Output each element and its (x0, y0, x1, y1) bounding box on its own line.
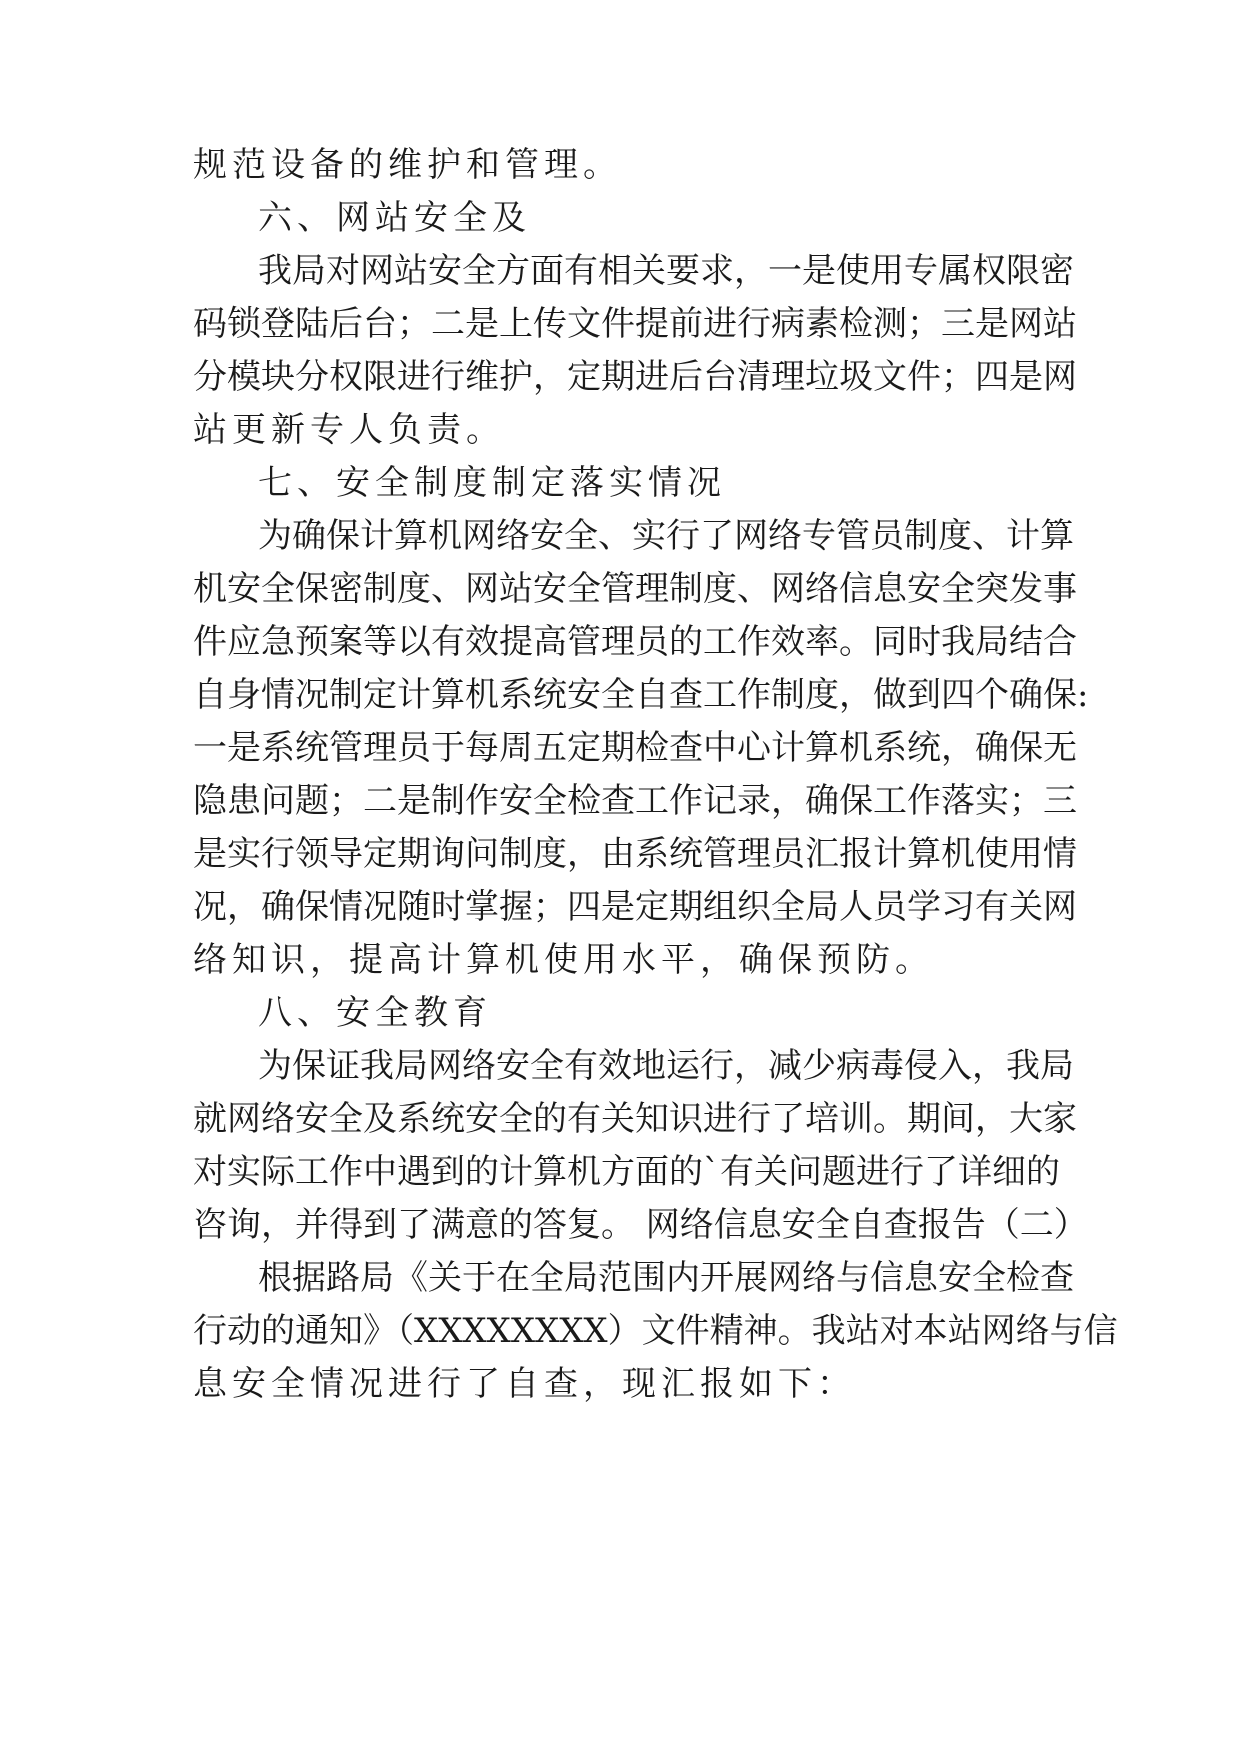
section-heading-6: 六、网站安全及 (258, 198, 531, 238)
section-heading-7: 七、安全制度制定落实情况 (258, 463, 726, 503)
text-line: 息安全情况进行了自查，现汇报如下： (193, 1364, 856, 1404)
text-line: 络知识，提高计算机使用水平，确保预防。 (193, 940, 934, 980)
text-line: 为保证我局网络安全有效地运行，减少病毒侵入，我局 (258, 1046, 1074, 1086)
text-line: 码锁登陆后台；二是上传文件提前进行病素检测；三是网站 (193, 304, 1077, 344)
text-line: 咨询，并得到了满意的答复。 网络信息安全自查报告（二） (193, 1205, 1088, 1245)
text-line: 隐患问题；二是制作安全检查工作记录，确保工作落实；三 (193, 781, 1077, 821)
text-line: 规范设备的维护和管理。 (193, 145, 622, 185)
text-line: 对实际工作中遇到的计算机方面的`有关问题进行了详细的 (193, 1152, 1060, 1192)
text-line: 为确保计算机网络安全、实行了网络专管员制度、计算 (258, 516, 1074, 556)
text-line: 分模块分权限进行维护，定期进后台清理垃圾文件；四是网 (193, 357, 1077, 397)
text-line: 况，确保情况随时掌握；四是定期组织全局人员学习有关网 (193, 887, 1077, 927)
text-line: 机安全保密制度、网站安全管理制度、网络信息安全突发事 (193, 569, 1077, 609)
text-line: 根据路局《关于在全局范围内开展网络与信息安全检查 (258, 1258, 1074, 1298)
section-heading-8: 八、安全教育 (258, 993, 492, 1033)
text-line: 站更新专人负责。 (193, 410, 505, 450)
text-line: 行动的通知》（XXXXXXXX）文件精神。我站对本站网络与信 (193, 1311, 1118, 1351)
text-line: 自身情况制定计算机系统安全自查工作制度，做到四个确保: (193, 675, 1089, 715)
text-line: 件应急预案等以有效提高管理员的工作效率。同时我局结合 (193, 622, 1077, 662)
text-line: 就网络安全及系统安全的有关知识进行了培训。期间，大家 (193, 1099, 1077, 1139)
text-line: 是实行领导定期询问制度，由系统管理员汇报计算机使用情 (193, 834, 1077, 874)
text-line: 我局对网站安全方面有相关要求，一是使用专属权限密 (258, 251, 1074, 291)
text-line: 一是系统管理员于每周五定期检查中心计算机系统，确保无 (193, 728, 1077, 768)
